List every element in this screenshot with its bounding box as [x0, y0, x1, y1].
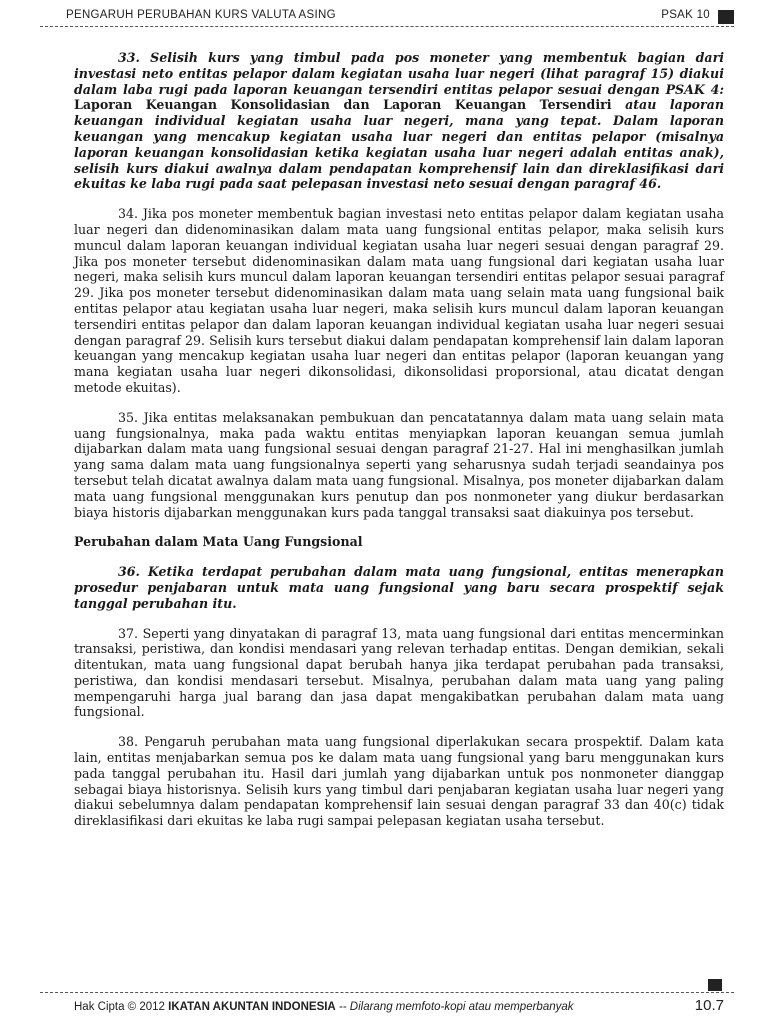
- corner-mark: [718, 10, 734, 24]
- corner-mark: [708, 979, 722, 991]
- page-footer: [40, 992, 734, 1017]
- paragraph-33-reference: Laporan Keuangan Konsolidasian dan Laporan Keuangan Tersendiri: [74, 97, 626, 113]
- copyright-prefix: Hak Cipta © 2012: [74, 1001, 169, 1013]
- copy-restriction: -- Dilarang memfoto-kopi atau memperbanyak: [335, 1001, 574, 1013]
- page-header: [40, 6, 734, 27]
- organization-name: IKATAN AKUNTAN INDONESIA: [168, 1001, 336, 1013]
- copyright-notice: [74, 1001, 574, 1013]
- paragraph-33-part2: atau laporan keuangan individual kegiatan usaha luar negeri, mana yang tepat. Dalam laporan keuangan yang mencakup kegiatan usaha luar negeri dan entitas pelapor (misalnya laporan keuangan konsolidasian ketika kegiatan usaha luar negeri adalah entitas anak), selisih kurs diakui awalnya dalam pendapatan komprehensif lain dan direklasifikasi dari ekuitas ke laba rugi pada saat pelepasan investasi neto sesuai dengan paragraf 46.: [74, 97, 724, 192]
- section-heading: Perubahan dalam Mata Uang Fungsional: [74, 534, 363, 550]
- paragraph-34: 34. Jika pos moneter membentuk bagian investasi neto entitas pelapor dalam kegiatan usaha luar negeri dan didenominasikan dalam mata uang fungsional entitas pelapor, maka selisih kurs muncul dalam laporan keuangan individual kegiatan usaha luar negeri sesuai dengan paragraf 29. Jika pos moneter tersebut didenominasikan dalam mata uang fungsional dari kegiatan usaha luar negeri, maka selisih kurs muncul dalam laporan keuangan tersendiri entitas pelapor sesuai paragraf 29. Jika pos moneter tersebut didenominasikan dalam mata uang selain mata uang fungsional baik entitas pelapor atau kegiatan usaha luar negeri, maka selisih kurs muncul dalam laporan keuangan tersendiri entitas pelapor dan dalam laporan keuangan individual kegiatan usaha luar negeri sesuai dengan paragraf 29. Selisih kurs tersebut diakui dalam pendapatan komprehensif lain dalam laporan keuangan yang mencakup kegiatan usaha luar negeri dan entitas pelapor (laporan keuangan yang mana kegiatan usaha luar negeri dikonsolidasi, dikonsolidasi proporsional, atau dicatat dengan metode ekuitas).: [74, 206, 724, 395]
- paragraph-38: 38. Pengaruh perubahan mata uang fungsional diperlakukan secara prospektif. Dalam kata lain, entitas menjabarkan semua pos ke dalam mata uang fungsional yang baru menggunakan kurs pada tanggal perubahan itu. Hasil dari jumlah yang dijabarkan untuk pos nonmoneter dianggap sebagai biaya historisnya. Selisih kurs yang timbul dari penjabaran kegiatan usaha luar negeri yang diakui sebelumnya dalam pendapatan komprehensif lain sesuai dengan paragraf 33 dan 40(c) tidak direklasifikasi dari ekuitas ke laba rugi sampai pelepasan kegiatan usaha tersebut.: [74, 734, 724, 829]
- header-standard-code: PSAK 10: [661, 9, 710, 21]
- paragraph-35: 35. Jika entitas melaksanakan pembukuan dan pencatatannya dalam mata uang selain mata uang fungsionalnya, maka pada waktu entitas menyiapkan laporan keuangan semua jumlah dijabarkan dalam mata uang fungsional sesuai dengan paragraf 21-27. Hal ini menghasilkan jumlah yang sama dalam mata uang fungsionalnya seperti yang seharusnya sudah terjadi seandainya pos tersebut telah dicatat awalnya dalam mata uang fungsional. Misalnya, pos moneter dijabarkan dalam mata uang fungsional menggunakan kurs penutup dan pos nonmoneter yang diukur berdasarkan biaya historis dijabarkan menggunakan kurs pada tanggal transaksi saat diakuinya pos tersebut.: [74, 409, 724, 520]
- paragraph-36: 36. Ketika terdapat perubahan dalam mata uang fungsional, entitas menerapkan prosedur penjabaran untuk mata uang fungsional yang baru secara prospektif sejak tanggal perubahan itu.: [74, 564, 724, 611]
- page-number: 10.7: [694, 997, 724, 1014]
- paragraph-33-part1: 33. Selisih kurs yang timbul pada pos moneter yang membentuk bagian dari investasi neto entitas pelapor dalam kegiatan usaha luar negeri (lihat paragraf 15) diakui dalam laba rugi pada laporan keuangan tersendiri entitas pelapor sesuai dengan PSAK 4:: [74, 50, 724, 97]
- paragraph-33: [74, 50, 724, 192]
- paragraph-37: 37. Seperti yang dinyatakan di paragraf 13, mata uang fungsional dari entitas mencerminkan transaksi, peristiwa, dan kondisi mendasari yang relevan terhadap entitas. Dengan demikian, sekali ditentukan, mata uang fungsional dapat berubah hanya jika terdapat perubahan pada transaksi, peristiwa, dan kondisi mendasari tersebut. Misalnya, perubahan dalam mata uang yang paling mempengaruhi harga jual barang dan jasa dapat mengakibatkan perubahan dalam mata uang fungsional.: [74, 625, 724, 720]
- document-body: [74, 50, 724, 843]
- header-title: PENGARUH PERUBAHAN KURS VALUTA ASING: [66, 9, 336, 21]
